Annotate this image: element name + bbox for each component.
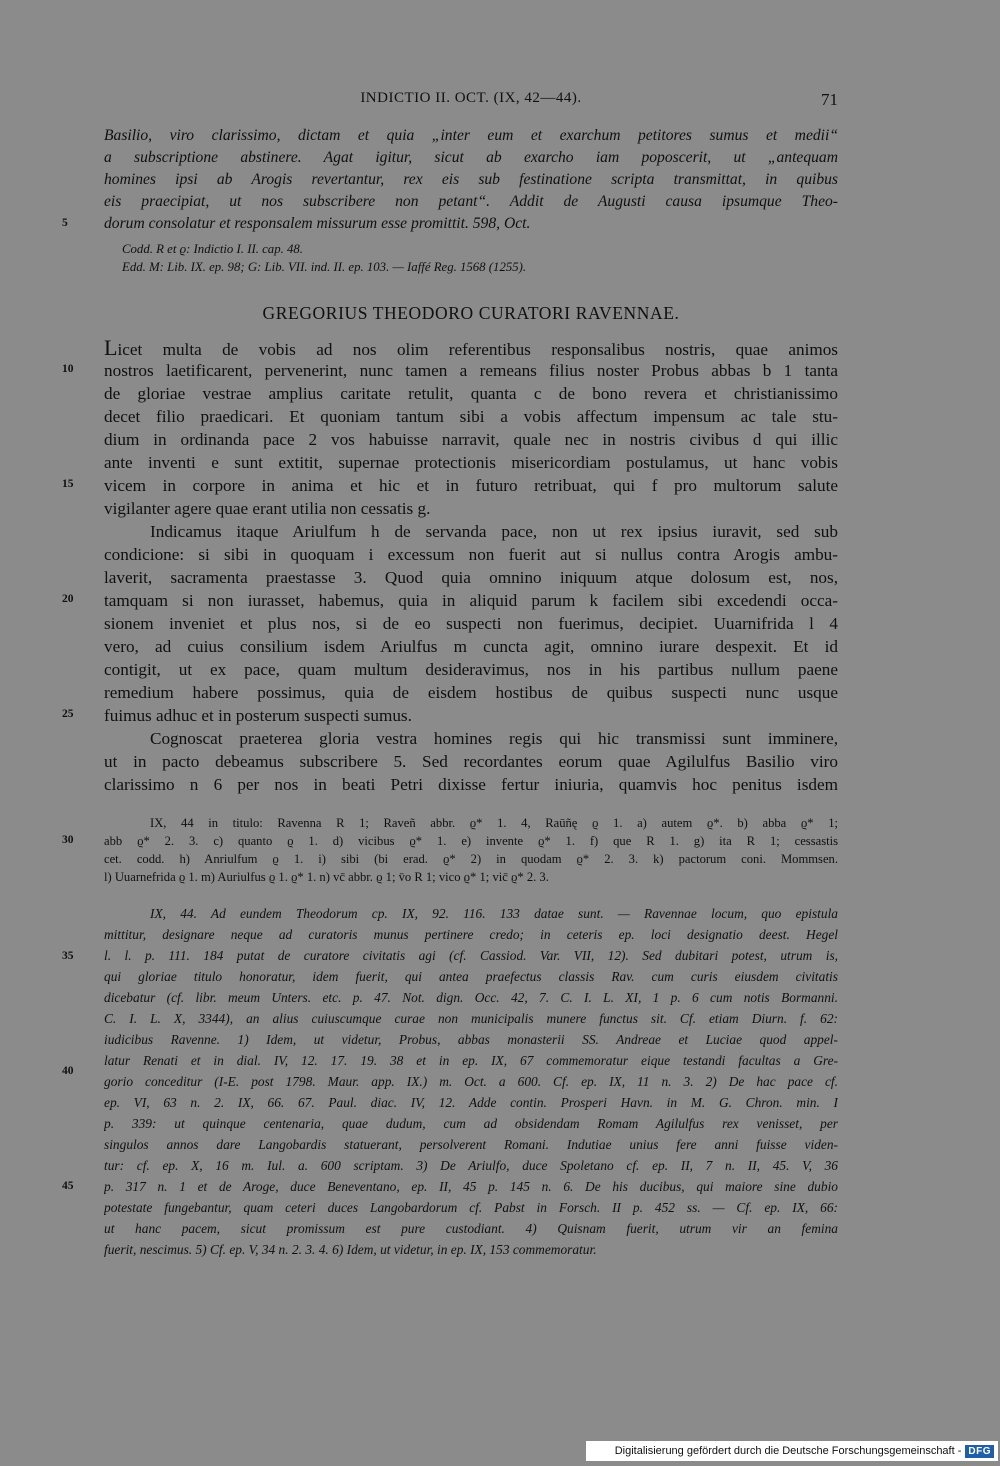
line-number: 25 — [62, 708, 74, 720]
commentary-line: dicebatur (cf. libr. meum Unters. etc. p. 47. Not. dign. Occ. 42, 7. C. I. L. XI, 1 p. 6 cum notis Bormanni. — [104, 990, 838, 1005]
text-line: vigilanter agere quae erant utilia non cessatis g. — [104, 499, 431, 518]
commentary-line: l. l. p. 111. 184 putat de curatore civitatis agi (cf. Cassiod. Var. VII, 12). Sed dubitari potest, utrum is, — [104, 948, 838, 963]
line-number: 35 — [62, 950, 74, 962]
summary-line: Basilio, viro clarissimo, dictam et quia „inter eum et exarchum petitores sumus et medii“ — [104, 127, 838, 144]
line-number: 20 — [62, 593, 74, 605]
commentary-line: IX, 44. Ad eundem Theodorum cp. IX, 92. 116. 133 datae sunt. — Ravennae locum, quo epistula — [150, 906, 838, 921]
text-line: vicem in corpore in anima et hic et in futuro retribuat, qui f pro multorum salute — [104, 476, 838, 495]
running-title: INDICTIO II. OCT. (IX, 42—44). — [360, 90, 582, 106]
initial-letter: L — [104, 336, 118, 359]
text-line: tamquam si non iurasset, habemus, quia in aliquid parum k facilem sibi excedendi occa- — [104, 591, 838, 610]
footnote-line: l) Uuarnefrida ϱ 1. m) Auriulfus ϱ 1. ϱ* 1. n) vc̄ abbr. ϱ 1; v̄o R 1; vico ϱ* 1; vic̄ ϱ* 2. 3. — [104, 870, 549, 884]
text-line: contigit, ut ex pace, quam multum desideravimus, nos in his partibus nullum paene — [104, 660, 838, 679]
summary-line: a subscriptione abstinere. Agat igitur, sicut ab exarcho iam poposcerit, ut „antequam — [104, 149, 838, 166]
text-line: ut in pacto debeamus subscribere 5. Sed recordantes eorum quae Agilulfus Basilio viro — [104, 752, 838, 771]
line-number: 15 — [62, 478, 74, 490]
commentary-line: gorio conceditur (I-E. post 1798. Maur. app. IX.) m. Oct. a 600. Cf. ep. IX, 11 n. 3. 2) De hac pace cf. — [104, 1074, 838, 1089]
text-line: nostros laetificarent, pervenerint, nunc tamen a remeans filius noster Probus abbas b 1 tanta — [104, 361, 838, 380]
editions-line: Edd. M: Lib. IX. ep. 98; G: Lib. VII. ind. II. ep. 103. — Iaffé Reg. 1568 (1255). — [122, 260, 527, 274]
letter-heading: GREGORIUS THEODORO CURATORI RAVENNAE. — [262, 303, 680, 323]
funding-text: Digitalisierung gefördert durch die Deutsche Forschungsgemeinschaft - — [614, 1445, 962, 1457]
text-line: Indicamus itaque Ariulfum h de servanda pace, non ut rex ipsius iuravit, sed sub — [150, 522, 838, 541]
text-line: de gloriae vestrae amplius caritate retulit, quanta c de bono revera et christianissimo — [104, 384, 838, 403]
dfg-logo: DFG — [965, 1445, 994, 1458]
text-line: ante inventi e sunt extitit, supernae protectionis misericordiam postulamus, ut hanc vobis — [104, 453, 838, 472]
text-line: fuimus adhuc et in posterum suspecti sumus. — [104, 706, 412, 725]
summary-line: eis praecipiat, ut nos subscribere non petant“. Addit de Augusti causa ipsumque Theo- — [104, 193, 838, 210]
text-line: sionem inveniet et plus nos, si de eo suspecti non fuerimus, decipiet. Uuarnifrida l 4 — [104, 614, 838, 633]
text-line: decet filio praedicari. Et quoniam tantum sibi a vobis affectum impensum ac tale stu- — [104, 407, 838, 426]
line-number: 5 — [62, 217, 68, 229]
text-line: vero, ad cuius consilium isdem Ariulfus m cuncta agit, omnino iurare despexit. Et id — [104, 637, 838, 656]
commentary-line: iudicibus Ravenne. 1) Idem, ut videtur, Probus, abbas monasterii SS. Andreae et Luciae quod appel- — [104, 1032, 838, 1047]
text-line: condicione: si sibi in quoquam i excessum non fuerit aut si nullus contra Arogis ambu- — [104, 545, 838, 564]
commentary-line: qui gloriae titulo honoratur, idem fuerit, qui antea praefectus classis Rav. cum curis eiusdem civitatis — [104, 969, 838, 984]
commentary-line: ut hanc pacem, sicut promissum est pure custodiant. 4) Quisnam fuerit, utrum vir an femina — [104, 1221, 838, 1236]
page-number: 71 — [821, 90, 838, 109]
commentary-line: p. 339: ut quinque centenaria, quae dudum, cum ad obsidendam Romam Agilulfus rex venisset, per — [104, 1116, 838, 1131]
commentary-line: mittitur, designare neque ad curatoris munus pertinere credo; in ceteris ep. loci designatio deest. Hegel — [104, 927, 838, 942]
text-line: clarissimo n 6 per nos in beati Petri dixisse fertur iniuria, quamvis hoc penitus isdem — [104, 775, 838, 794]
commentary-line: ep. VI, 63 n. 2. IX, 66. 67. Paul. diac. IV, 12. Adde contin. Prosperi Havn. in M. G. Chron. min. I — [104, 1095, 838, 1110]
summary-line: dorum consolatur et responsalem missurum esse promittit. 598, Oct. — [104, 215, 531, 232]
commentary-line: p. 317 n. 1 et de Aroge, duce Beneventano, ep. II, 45 p. 145 n. 6. De his ducibus, qui maiore sine dubio — [104, 1179, 838, 1194]
codices-line: Codd. R et ϱ: Indictio I. II. cap. 48. — [122, 242, 303, 256]
commentary-line: latur Renati et in dial. IV, 12. 17. 19. 38 et in ep. IX, 67 commemoratur eique testandi facultas a Gre- — [104, 1053, 838, 1068]
footnote-line: cet. codd. h) Anriulfum ϱ 1. i) sibi (bi erad. ϱ* 2) in quodam ϱ* 2. 3. k) pactorum coni. Mommsen. — [104, 852, 838, 866]
text-line: Cognoscat praeterea gloria vestra homines regis qui hic transmissi sunt imminere, — [150, 729, 838, 748]
text-line: remedium habere possimus, quia de eisdem hostibus de quibus suspecti nunc usque — [104, 683, 838, 702]
commentary-line: C. I. L. X, 3344), an alius cuiuscumque curae non municipalis munere functus sit. Cf. etiam Diurn. f. 62: — [104, 1011, 838, 1026]
footnote-line: IX, 44 in titulo: Ravenna R 1; Raveñ abbr. ϱ* 1. 4, Raūñę ϱ 1. a) autem ϱ*. b) abba ϱ* 1; — [150, 816, 838, 830]
commentary-line: singulos annos dare Langobardis statuerant, persolverent Romani. Indutiae unius fere anni fuisse viden- — [104, 1137, 838, 1152]
summary-line: homines ipsi ab Arogis revertantur, rex eis sub festinatione scripta transmittat, in quibus — [104, 171, 838, 188]
funding-footer — [586, 1441, 998, 1461]
text-line: dium in ordinanda pace 2 vos habuisse narravit, quale nec in nostris civibus d qui illic — [104, 430, 838, 449]
text-line: laverit, sacramenta praestasse 3. Quod quia omnino iniquum atque dolosum est, nos, — [104, 568, 838, 587]
line-number: 40 — [62, 1065, 74, 1077]
commentary-line: fuerit, nescimus. 5) Cf. ep. V, 34 n. 2. 3. 4. 6) Idem, ut videtur, in ep. IX, 153 commemoratur. — [104, 1242, 597, 1257]
line-number: 30 — [62, 834, 74, 846]
commentary-line: tur: cf. ep. X, 16 m. Iul. a. 600 scriptam. 3) De Ariulfo, duce Spoletano cf. ep. II, 7 n. II, 45. V, 36 — [104, 1158, 838, 1173]
running-header — [104, 90, 838, 112]
line-number: 45 — [62, 1180, 74, 1192]
commentary-line: potestate fungebantur, quam ceteri duces Langobardorum cf. Pabst in Forsch. II p. 452 ss. — Cf. ep. IX, 66: — [104, 1200, 838, 1215]
text-line: Licet multa de vobis ad nos olim referentibus responsalibus nostris, quae animos — [104, 336, 838, 359]
footnote-line: abb ϱ* 2. 3. c) quanto ϱ 1. d) vicibus ϱ* 1. e) invente ϱ* 1. f) que R 1. g) ita R 1; cessastis — [104, 834, 838, 848]
line-number: 10 — [62, 363, 74, 375]
